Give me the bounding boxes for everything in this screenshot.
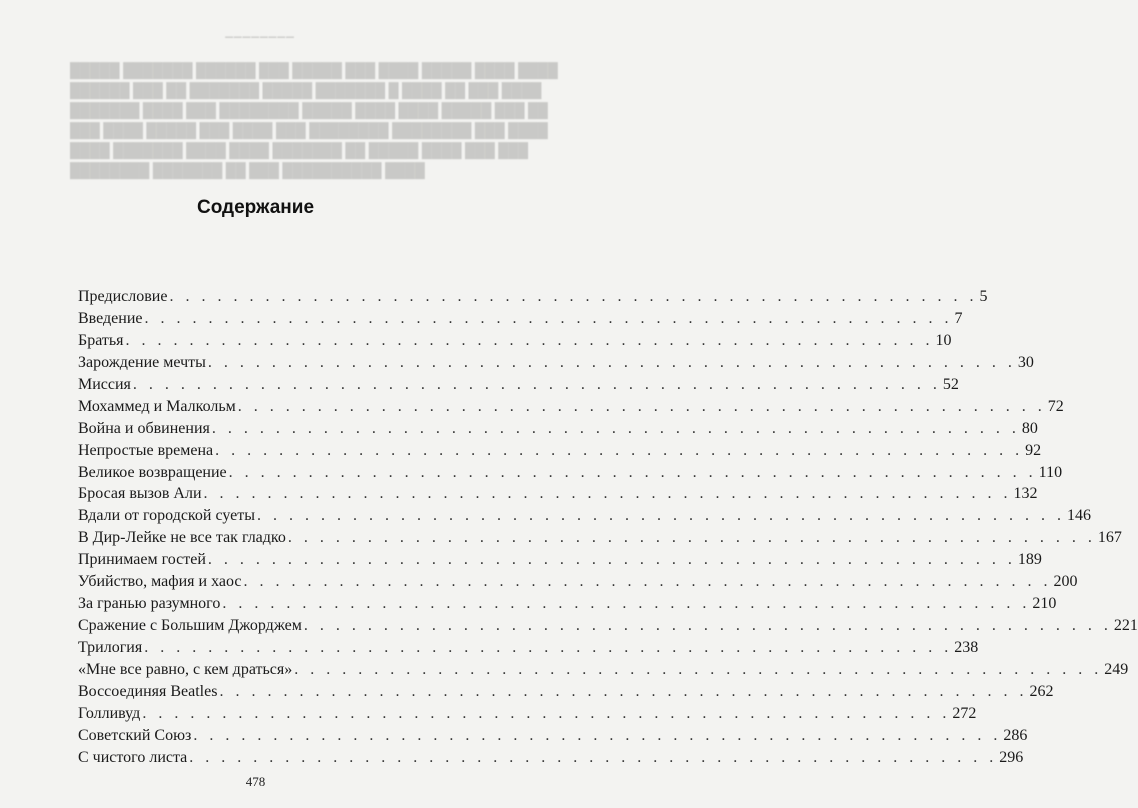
toc-entry [78,615,1138,637]
toc-entry-title: Советский Союз [78,726,192,744]
toc-entry-page: 30 [1017,353,1034,371]
toc-leader-dots [294,659,1102,681]
toc-entry [78,747,1024,769]
toc-entry [78,571,1078,593]
page-title: Содержание [196,197,315,218]
toc-entry-page: 286 [1003,726,1028,744]
toc-leader-dots [288,527,1096,549]
toc-entry-page: 132 [1013,485,1038,503]
toc-entry [78,637,979,659]
toc-leader-dots [133,374,941,396]
toc-entry-page: 52 [942,375,959,393]
toc-entry-title: С чистого листа [78,748,188,766]
toc-leader-dots [208,352,1016,374]
toc-leader-dots [142,703,950,725]
toc-entry [78,308,963,330]
toc-entry [78,330,952,352]
toc-entry-title: Предисловие [78,288,168,305]
toc-entry-page: 146 [1066,507,1091,525]
toc-entry [78,286,988,308]
toc-entry-title: Великое возвращение [78,463,227,481]
toc-entry [78,703,977,725]
toc-entry-title: Введение [78,309,143,327]
toc-leader-dots [219,681,1027,703]
toc-leader-dots [215,440,1023,462]
toc-leader-dots [169,286,977,308]
bleed-through-header: ▔▔▔▔▔▔▔▔ [225,38,295,49]
toc-entry [78,527,1122,549]
toc-leader-dots [212,418,1020,440]
toc-leader-dots [193,725,1001,747]
toc-entry [78,396,1064,418]
bleed-through-text: █████ ███████ ██████ ███ █████ ███ ████ █████ ████ ████ ██████ ███ ██ ███████ █████ ███████ █ ████ ██ ███ ████ ███████ ████ ███ ████████ █████ ████ ████ █████ ███ ██ ███ ████ █████ ███ ████ ███ ████████ ████████ ███ ████ ████ ███████ ████ ████ ███████ ██ █████ ████ ███ ███ ████████ ███████ ██ ███ ██████████ ████ [70,64,558,179]
toc-entry-page: 262 [1029,682,1054,700]
toc-entry-title: В Дир-Лейке не все так гладко [78,529,286,547]
toc-entry-page: 221 [1113,617,1138,635]
toc-leader-dots [243,571,1051,593]
toc-entry [78,593,1057,615]
toc-entry-title: Принимаем гостей [78,551,206,569]
toc-entry-page: 249 [1104,660,1129,678]
table-of-contents [78,286,1138,769]
toc-entry-page: 80 [1021,419,1038,437]
toc-entry-title: Голливуд [78,704,141,722]
toc-entry [78,505,1091,527]
page-number: 478 [245,774,266,789]
toc-leader-dots [222,593,1030,615]
toc-entry-page: 10 [935,331,952,349]
toc-leader-dots [145,308,953,330]
toc-entry-page: 110 [1038,463,1063,481]
toc-entry-title: Миссия [78,375,131,393]
toc-entry-page: 296 [999,748,1024,766]
toc-entry-page: 5 [979,288,988,305]
toc-entry [78,418,1038,440]
toc-entry-page: 200 [1053,573,1078,591]
toc-entry-title: Непростые времена [78,441,214,459]
toc-entry-title: За гранью разумного [78,595,221,613]
toc-entry-page: 238 [954,639,979,656]
toc-leader-dots [304,615,1112,637]
toc-leader-dots [238,396,1046,418]
toc-entry-title: Трилогия [78,639,143,656]
toc-entry-title: Братья [78,331,124,349]
toc-entry-title: Бросая вызов Али [78,485,202,503]
toc-entry-title: Сражение с Большим Джорджем [78,617,302,635]
toc-entry-title: Вдали от городской суеты [78,507,255,525]
toc-entry [78,462,1063,484]
toc-entry-title: Убийство, мафия и хаос [78,573,242,591]
toc-entry-page: 167 [1097,529,1122,547]
toc-entry-page: 189 [1017,551,1042,569]
toc-entry-page: 92 [1025,441,1042,459]
toc-leader-dots [204,483,1012,505]
toc-leader-dots [126,330,934,352]
toc-leader-dots [229,462,1037,484]
toc-entry-page: 7 [954,309,963,327]
toc-entry-title: Мохаммед и Малкольм [78,397,236,415]
toc-entry [78,352,1034,374]
toc-entry-page: 272 [952,704,977,722]
toc-leader-dots [189,747,997,769]
toc-entry [78,440,1042,462]
toc-entry-title: Зарождение мечты [78,353,206,371]
toc-entry-title: Война и обвинения [78,419,210,437]
toc-entry [78,483,1038,505]
toc-entry [78,681,1054,703]
toc-leader-dots [144,637,952,659]
toc-entry [78,725,1028,747]
toc-entry [78,549,1042,571]
toc-entry-title: Воссоединяя Beatles [78,682,218,700]
toc-entry [78,659,1129,681]
toc-entry [78,374,959,396]
toc-entry-page: 210 [1032,595,1057,613]
toc-entry-page: 72 [1047,397,1064,415]
toc-leader-dots [208,549,1016,571]
toc-leader-dots [257,505,1065,527]
toc-entry-title: «Мне все равно, с кем драться» [78,660,293,678]
